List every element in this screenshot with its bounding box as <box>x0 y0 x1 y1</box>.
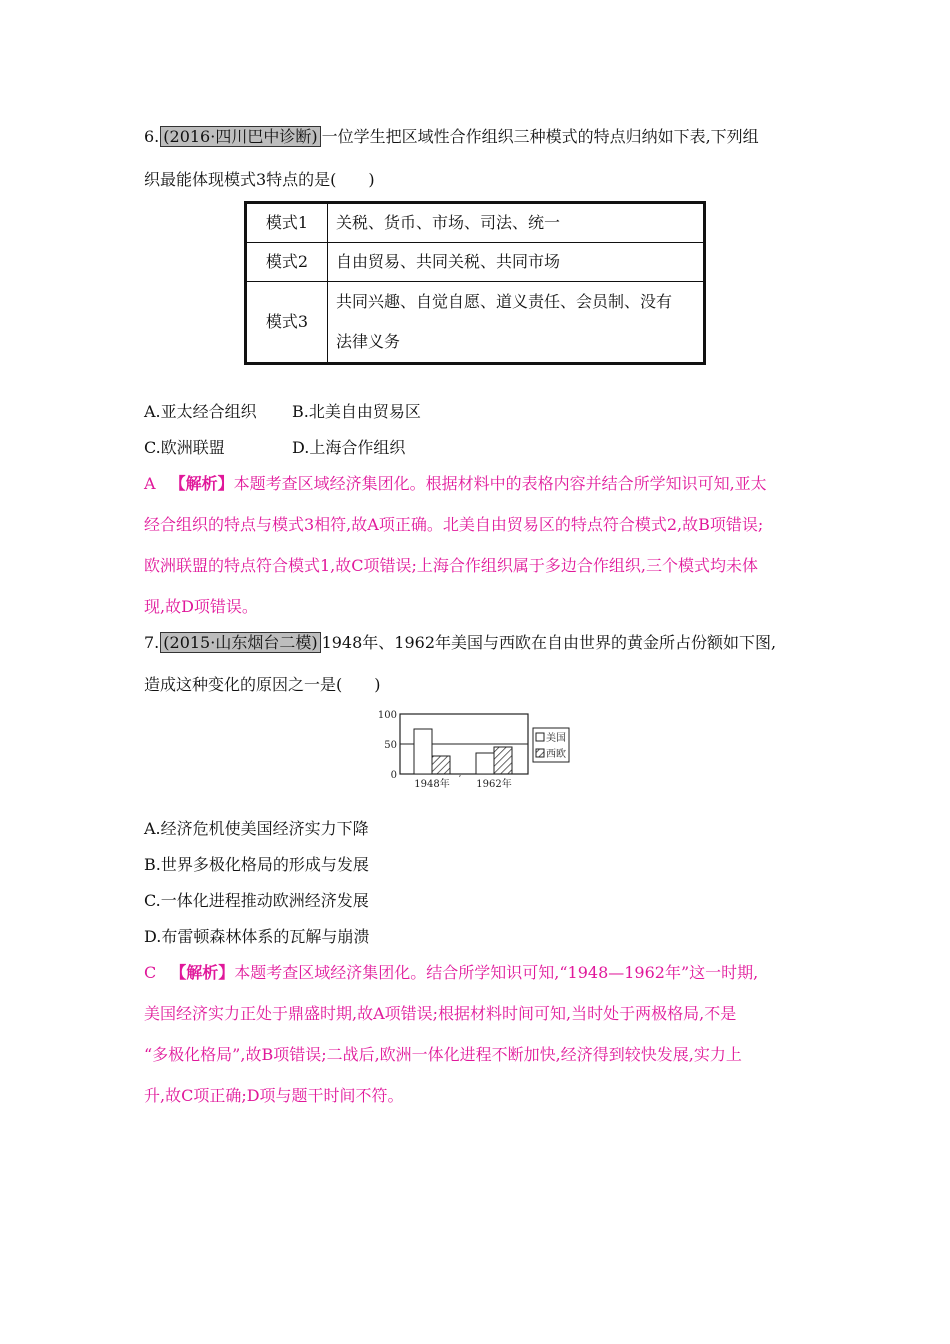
q6-stem-line1 <box>144 127 759 147</box>
q7-option-d[interactable]: D.布雷顿森林体系的瓦解与崩溃 <box>144 927 370 946</box>
bar-usa <box>414 729 432 774</box>
q7-number: 7. <box>144 633 160 652</box>
legend-swatch <box>536 733 544 741</box>
q7-answer-line1 <box>144 963 758 983</box>
mode-name: 模式2 <box>246 243 328 282</box>
option-b[interactable]: B.北美自由贸易区 <box>292 402 421 421</box>
q6-source-badge: (2016·四川巴中诊断) <box>160 126 320 147</box>
q7-stem-line2: 造成这种变化的原因之一是( ) <box>144 675 381 694</box>
q6-answer-line1 <box>144 474 767 494</box>
q6-stem-text1: 一位学生把区域性合作组织三种模式的特点归纳如下表,下列组 <box>321 127 759 146</box>
q6-answer-line2: 经合组织的特点与模式3相符,故A项正确。北美自由贸易区的特点符合模式2,故B项错误; <box>144 515 764 534</box>
q7-answer-line3: “多极化格局”,故B项错误;二战后,欧洲一体化进程不断加快,经济得到较快发展,实力上 <box>144 1045 742 1064</box>
option-c[interactable]: C.欧洲联盟 <box>144 438 225 457</box>
mode-desc: 关税、货币、市场、司法、统一 <box>328 203 705 243</box>
answer-text: 本题考查区域经济集团化。结合所学知识可知,“1948—1962年”这一时期, <box>234 963 759 982</box>
answer-letter: C <box>144 963 157 982</box>
mode-desc-line1: 共同兴趣、自觉自愿、道义责任、会员制、没有 <box>336 292 673 311</box>
x-tick-label: 1962年 <box>476 779 512 790</box>
analysis-tag: 【解析】 <box>170 963 235 982</box>
separator-mark: , <box>458 769 462 778</box>
q7-option-c[interactable]: C.一体化进程推动欧洲经济发展 <box>144 891 369 910</box>
option-d[interactable]: D.上海合作组织 <box>292 438 406 457</box>
legend-swatch <box>536 749 544 757</box>
q6-option-row1 <box>144 402 421 422</box>
q6-answer-line4: 现,故D项错误。 <box>144 597 258 616</box>
table-row <box>246 282 705 364</box>
answer-text: 本题考查区域经济集团化。根据材料中的表格内容并结合所学知识可知,亚太 <box>233 474 767 493</box>
q6-stem-line2: 织最能体现模式3特点的是( ) <box>144 170 375 189</box>
table-row <box>246 243 705 282</box>
y-tick-label: 50 <box>384 740 397 751</box>
q7-option-a[interactable]: A.经济危机使美国经济实力下降 <box>144 819 369 838</box>
mode-desc-line2: 法律义务 <box>336 332 401 351</box>
bar-west-europe <box>432 756 450 774</box>
q7-stem-text1: 1948年、1962年美国与西欧在自由世界的黄金所占份额如下图, <box>321 633 777 652</box>
gold-share-chart <box>370 706 580 794</box>
option-a[interactable]: A.亚太经合组织 <box>144 402 257 421</box>
mode-desc: 自由贸易、共同关税、共同市场 <box>328 243 705 282</box>
q6-number: 6. <box>144 127 160 146</box>
table-row <box>246 203 705 243</box>
q7-answer-line2: 美国经济实力正处于鼎盛时期,故A项错误;根据材料时间可知,当时处于两极格局,不是 <box>144 1004 737 1023</box>
x-tick-label: 1948年 <box>414 779 450 790</box>
mode-table <box>244 201 706 365</box>
y-tick-label: 100 <box>377 710 397 721</box>
mode-desc <box>328 282 705 364</box>
mode-name: 模式1 <box>246 203 328 243</box>
q6-option-row2 <box>144 438 406 458</box>
q6-answer-line3: 欧洲联盟的特点符合模式1,故C项错误;上海合作组织属于多边合作组织,三个模式均未体 <box>144 556 758 575</box>
q7-stem-line1 <box>144 633 776 653</box>
bar-usa <box>476 753 494 774</box>
y-tick-label: 0 <box>390 770 397 781</box>
q7-source-badge: (2015·山东烟台二模) <box>160 632 320 653</box>
analysis-tag: 【解析】 <box>169 474 234 493</box>
answer-letter: A <box>144 474 156 493</box>
legend-label: 美国 <box>546 733 566 744</box>
q7-option-b[interactable]: B.世界多极化格局的形成与发展 <box>144 855 369 874</box>
q7-answer-line4: 升,故C项正确;D项与题干时间不符。 <box>144 1086 404 1105</box>
mode-name: 模式3 <box>246 282 328 364</box>
bar-west-europe <box>494 747 512 774</box>
legend-label: 西欧 <box>546 749 566 760</box>
